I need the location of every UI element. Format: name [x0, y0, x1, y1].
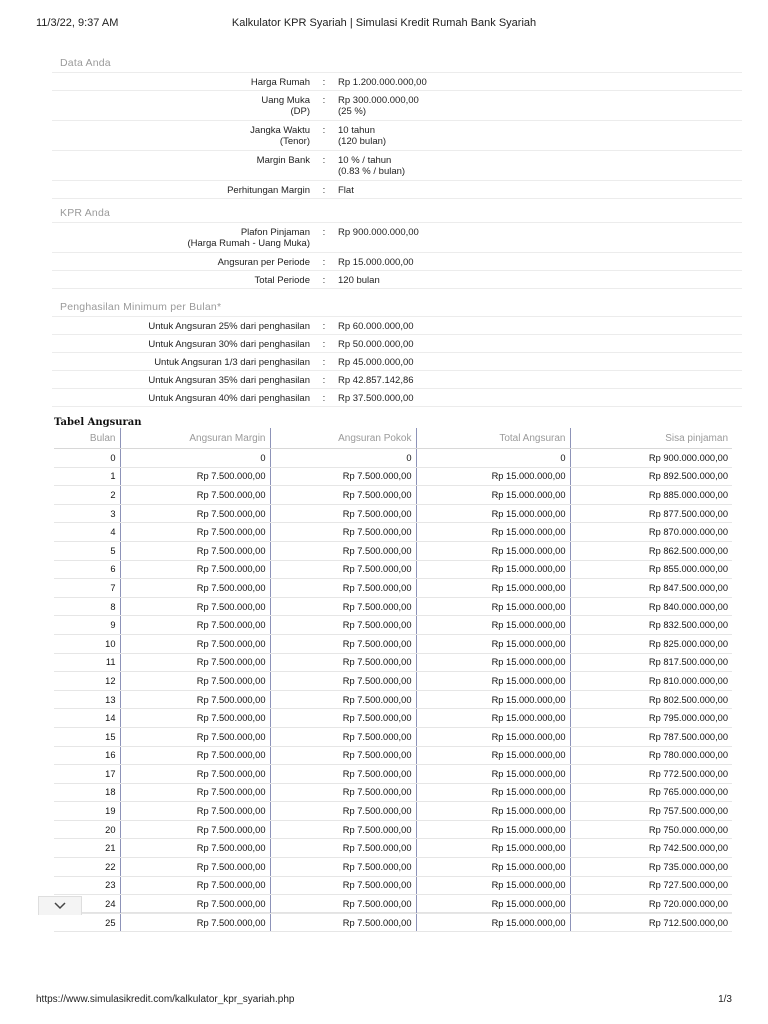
table-cell: Rp 742.500.000,00	[570, 839, 732, 858]
table-cell: Rp 7.500.000,00	[270, 709, 416, 728]
table-row	[54, 560, 732, 579]
kpr-anda-section	[52, 204, 742, 289]
table-cell: 0	[54, 449, 120, 468]
info-colon: :	[322, 275, 326, 286]
info-row	[52, 181, 742, 199]
table-cell: Rp 780.000.000,00	[570, 746, 732, 765]
info-colon: :	[322, 321, 326, 332]
info-row	[52, 73, 742, 91]
table-cell: Rp 15.000.000,00	[416, 709, 570, 728]
table-cell: Rp 7.500.000,00	[270, 467, 416, 486]
info-label	[52, 121, 310, 150]
tabel-angsuran	[54, 428, 732, 932]
kpr-anda-title: KPR Anda	[52, 204, 742, 223]
table-cell: Rp 15.000.000,00	[416, 858, 570, 877]
table-cell: 20	[54, 820, 120, 839]
table-cell: Rp 7.500.000,00	[120, 727, 270, 746]
table-cell: Rp 735.000.000,00	[570, 858, 732, 877]
info-value-text: Rp 37.500.000,00	[338, 393, 414, 404]
table-cell: Rp 15.000.000,00	[416, 765, 570, 784]
info-label	[52, 271, 310, 288]
print-datetime: 11/3/22, 9:37 AM	[36, 17, 119, 29]
table-cell: Rp 7.500.000,00	[120, 541, 270, 560]
chevron-down-icon	[54, 902, 66, 910]
table-cell: Rp 15.000.000,00	[416, 467, 570, 486]
table-cell: Rp 15.000.000,00	[416, 913, 570, 932]
table-row	[54, 523, 732, 542]
info-colon: :	[322, 95, 326, 106]
info-value-text: Rp 15.000.000,00	[338, 257, 414, 268]
table-cell: Rp 15.000.000,00	[416, 486, 570, 505]
table-cell: Rp 15.000.000,00	[416, 672, 570, 691]
table-row	[54, 672, 732, 691]
info-label-text: Total Periode	[254, 275, 310, 286]
table-cell: 15	[54, 727, 120, 746]
table-cell: Rp 7.500.000,00	[120, 672, 270, 691]
table-cell: Rp 847.500.000,00	[570, 579, 732, 598]
table-cell: Rp 15.000.000,00	[416, 541, 570, 560]
info-label	[52, 223, 310, 252]
table-cell: Rp 7.500.000,00	[270, 523, 416, 542]
table-cell: Rp 15.000.000,00	[416, 690, 570, 709]
table-cell: 10	[54, 634, 120, 653]
table-cell: 3	[54, 504, 120, 523]
table-cell: Rp 900.000.000,00	[570, 449, 732, 468]
table-cell: Rp 817.500.000,00	[570, 653, 732, 672]
table-cell: Rp 772.500.000,00	[570, 765, 732, 784]
table-cell: Rp 7.500.000,00	[120, 560, 270, 579]
table-cell: 0	[120, 449, 270, 468]
info-value-text: Rp 1.200.000.000,00	[338, 77, 427, 88]
table-cell: Rp 15.000.000,00	[416, 579, 570, 598]
table-cell: Rp 7.500.000,00	[120, 690, 270, 709]
info-label-text: Untuk Angsuran 35% dari penghasilan	[148, 375, 310, 386]
table-cell: Rp 7.500.000,00	[270, 690, 416, 709]
table-cell: Rp 7.500.000,00	[270, 802, 416, 821]
table-cell: Rp 885.000.000,00	[570, 486, 732, 505]
table-row	[54, 876, 732, 895]
table-cell: 2	[54, 486, 120, 505]
info-row	[52, 389, 742, 407]
column-header: Angsuran Pokok	[270, 428, 416, 449]
table-cell: Rp 7.500.000,00	[120, 579, 270, 598]
table-cell: Rp 15.000.000,00	[416, 616, 570, 635]
table-cell: 6	[54, 560, 120, 579]
info-label	[52, 253, 310, 270]
info-label-text: Untuk Angsuran 1/3 dari penghasilan	[154, 357, 310, 368]
tabel-angsuran-scroll[interactable]	[54, 428, 732, 928]
table-cell: 12	[54, 672, 120, 691]
table-row	[54, 579, 732, 598]
data-anda-title: Data Anda	[52, 54, 742, 73]
data-anda-section	[52, 54, 742, 199]
info-value-text: 10 % / tahun	[338, 155, 392, 166]
info-colon: :	[322, 339, 326, 350]
table-cell: Rp 7.500.000,00	[120, 504, 270, 523]
info-value-text: Flat	[338, 185, 354, 196]
info-value	[338, 253, 742, 270]
table-cell: Rp 7.500.000,00	[120, 653, 270, 672]
info-colon: :	[322, 185, 326, 196]
table-cell: Rp 787.500.000,00	[570, 727, 732, 746]
info-value-sub: (0.83 % / bulan)	[338, 166, 406, 177]
table-row	[54, 913, 732, 932]
table-cell: Rp 7.500.000,00	[120, 895, 270, 914]
table-row	[54, 634, 732, 653]
table-cell: Rp 7.500.000,00	[270, 746, 416, 765]
table-cell: Rp 15.000.000,00	[416, 560, 570, 579]
table-cell: 0	[270, 449, 416, 468]
info-value	[338, 389, 742, 406]
table-cell: Rp 757.500.000,00	[570, 802, 732, 821]
info-label-text: Untuk Angsuran 25% dari penghasilan	[148, 321, 310, 332]
table-cell: Rp 7.500.000,00	[270, 560, 416, 579]
table-cell: 11	[54, 653, 120, 672]
table-cell: Rp 720.000.000,00	[570, 895, 732, 914]
table-cell: Rp 727.500.000,00	[570, 876, 732, 895]
table-cell: Rp 7.500.000,00	[270, 858, 416, 877]
info-colon: :	[322, 257, 326, 268]
table-cell: 9	[54, 616, 120, 635]
table-cell: Rp 15.000.000,00	[416, 839, 570, 858]
table-row	[54, 858, 732, 877]
table-cell: 22	[54, 858, 120, 877]
info-label	[52, 335, 310, 352]
table-cell: Rp 7.500.000,00	[270, 541, 416, 560]
info-value	[338, 371, 742, 388]
print-page-title: Kalkulator KPR Syariah | Simulasi Kredit Rumah Bank Syariah	[231, 17, 537, 29]
info-row	[52, 151, 742, 181]
info-value	[338, 353, 742, 370]
table-cell: Rp 795.000.000,00	[570, 709, 732, 728]
print-url: https://www.simulasikredit.com/kalkulator_kpr_syariah.php	[36, 994, 295, 1005]
info-row	[52, 121, 742, 151]
table-cell: Rp 15.000.000,00	[416, 746, 570, 765]
table-row	[54, 653, 732, 672]
table-cell: Rp 832.500.000,00	[570, 616, 732, 635]
info-value	[338, 223, 742, 252]
table-cell: Rp 892.500.000,00	[570, 467, 732, 486]
table-cell: Rp 15.000.000,00	[416, 504, 570, 523]
table-cell: Rp 7.500.000,00	[270, 504, 416, 523]
table-row	[54, 449, 732, 468]
table-row	[54, 616, 732, 635]
info-row	[52, 353, 742, 371]
table-cell: Rp 7.500.000,00	[270, 486, 416, 505]
info-value	[338, 73, 742, 90]
table-cell: Rp 15.000.000,00	[416, 783, 570, 802]
table-row	[54, 839, 732, 858]
table-cell: Rp 7.500.000,00	[120, 783, 270, 802]
info-label	[52, 317, 310, 334]
table-cell: Rp 15.000.000,00	[416, 820, 570, 839]
info-colon: :	[322, 155, 326, 166]
table-cell: Rp 877.500.000,00	[570, 504, 732, 523]
info-label-text: Uang Muka	[261, 95, 310, 106]
penghasilan-section	[52, 298, 742, 407]
table-row	[54, 746, 732, 765]
table-row	[54, 690, 732, 709]
table-cell: Rp 7.500.000,00	[120, 876, 270, 895]
table-cell: 18	[54, 783, 120, 802]
table-cell: Rp 7.500.000,00	[270, 634, 416, 653]
info-label-sub: (Tenor)	[279, 136, 310, 147]
info-value-sub: (120 bulan)	[338, 136, 387, 147]
table-cell: Rp 7.500.000,00	[120, 858, 270, 877]
table-cell: 25	[54, 913, 120, 932]
table-cell: Rp 7.500.000,00	[120, 634, 270, 653]
table-cell: Rp 7.500.000,00	[270, 597, 416, 616]
table-cell: 13	[54, 690, 120, 709]
scroll-toggle-button[interactable]	[38, 896, 82, 915]
info-value-text: 10 tahun	[338, 125, 375, 136]
info-label-sub: (Harga Rumah - Uang Muka)	[187, 238, 310, 249]
table-cell: Rp 712.500.000,00	[570, 913, 732, 932]
table-cell: Rp 7.500.000,00	[120, 486, 270, 505]
info-label-text: Plafon Pinjaman	[240, 227, 310, 238]
table-cell: Rp 7.500.000,00	[270, 820, 416, 839]
info-value-text: Rp 50.000.000,00	[338, 339, 414, 350]
info-value-text: Rp 300.000.000,00	[338, 95, 419, 106]
table-cell: Rp 825.000.000,00	[570, 634, 732, 653]
info-value	[338, 271, 742, 288]
info-value-text: Rp 900.000.000,00	[338, 227, 419, 238]
table-cell: Rp 7.500.000,00	[270, 876, 416, 895]
table-cell: 5	[54, 541, 120, 560]
table-cell: Rp 7.500.000,00	[120, 709, 270, 728]
table-cell: Rp 7.500.000,00	[270, 783, 416, 802]
table-cell: 23	[54, 876, 120, 895]
table-row	[54, 765, 732, 784]
table-cell: Rp 862.500.000,00	[570, 541, 732, 560]
info-label	[52, 91, 310, 120]
info-row	[52, 91, 742, 121]
table-row	[54, 486, 732, 505]
column-header: Sisa pinjaman	[570, 428, 732, 449]
info-label-text: Perhitungan Margin	[227, 185, 310, 196]
table-cell: 16	[54, 746, 120, 765]
table-cell: Rp 810.000.000,00	[570, 672, 732, 691]
table-cell: Rp 7.500.000,00	[270, 579, 416, 598]
info-colon: :	[322, 393, 326, 404]
info-value	[338, 181, 742, 198]
table-cell: Rp 7.500.000,00	[270, 653, 416, 672]
table-row	[54, 504, 732, 523]
info-label	[52, 389, 310, 406]
info-value	[338, 121, 742, 150]
table-cell: Rp 7.500.000,00	[120, 802, 270, 821]
info-label-text: Untuk Angsuran 30% dari penghasilan	[148, 339, 310, 350]
table-cell: Rp 7.500.000,00	[120, 616, 270, 635]
table-row	[54, 467, 732, 486]
info-label	[52, 151, 310, 180]
table-cell: Rp 7.500.000,00	[120, 746, 270, 765]
info-value	[338, 317, 742, 334]
table-cell: Rp 15.000.000,00	[416, 523, 570, 542]
table-row	[54, 727, 732, 746]
table-cell: Rp 7.500.000,00	[270, 765, 416, 784]
info-label	[52, 181, 310, 198]
table-cell: 8	[54, 597, 120, 616]
info-value	[338, 335, 742, 352]
table-row	[54, 802, 732, 821]
table-row	[54, 820, 732, 839]
info-colon: :	[322, 125, 326, 136]
table-row	[54, 783, 732, 802]
tabel-angsuran-title: Tabel Angsuran	[54, 417, 142, 428]
info-value-text: 120 bulan	[338, 275, 380, 286]
table-cell: Rp 7.500.000,00	[120, 839, 270, 858]
table-cell: Rp 870.000.000,00	[570, 523, 732, 542]
table-cell: Rp 7.500.000,00	[120, 523, 270, 542]
table-row	[54, 597, 732, 616]
table-cell: Rp 7.500.000,00	[270, 913, 416, 932]
table-cell: 14	[54, 709, 120, 728]
table-cell: Rp 765.000.000,00	[570, 783, 732, 802]
table-cell: Rp 7.500.000,00	[120, 820, 270, 839]
table-cell: 24	[54, 895, 120, 914]
table-cell: Rp 7.500.000,00	[120, 467, 270, 486]
info-row	[52, 335, 742, 353]
table-cell: Rp 7.500.000,00	[270, 727, 416, 746]
table-cell: 0	[416, 449, 570, 468]
table-cell: Rp 7.500.000,00	[120, 597, 270, 616]
info-value-text: Rp 60.000.000,00	[338, 321, 414, 332]
table-cell: Rp 15.000.000,00	[416, 634, 570, 653]
info-colon: :	[322, 77, 326, 88]
info-value-sub: (25 %)	[338, 106, 366, 117]
table-cell: Rp 7.500.000,00	[270, 895, 416, 914]
table-row	[54, 541, 732, 560]
info-value-text: Rp 42.857.142,86	[338, 375, 414, 386]
table-cell: Rp 802.500.000,00	[570, 690, 732, 709]
table-cell: 19	[54, 802, 120, 821]
info-row	[52, 223, 742, 253]
table-cell: Rp 7.500.000,00	[120, 765, 270, 784]
info-row	[52, 271, 742, 289]
info-value-text: Rp 45.000.000,00	[338, 357, 414, 368]
info-label-text: Angsuran per Periode	[217, 257, 310, 268]
info-label	[52, 353, 310, 370]
info-row	[52, 317, 742, 335]
info-label	[52, 73, 310, 90]
print-page-number: 1/3	[718, 994, 732, 1005]
table-cell: 7	[54, 579, 120, 598]
table-cell: Rp 15.000.000,00	[416, 653, 570, 672]
table-cell: Rp 855.000.000,00	[570, 560, 732, 579]
info-value	[338, 151, 742, 180]
table-cell: Rp 840.000.000,00	[570, 597, 732, 616]
info-row	[52, 253, 742, 271]
table-cell: Rp 15.000.000,00	[416, 895, 570, 914]
info-label-sub: (DP)	[290, 106, 310, 117]
info-label	[52, 371, 310, 388]
column-header: Bulan	[54, 428, 120, 449]
info-row	[52, 371, 742, 389]
table-cell: Rp 15.000.000,00	[416, 802, 570, 821]
table-cell: 17	[54, 765, 120, 784]
table-cell: Rp 7.500.000,00	[270, 616, 416, 635]
table-cell: Rp 7.500.000,00	[270, 672, 416, 691]
table-cell: Rp 7.500.000,00	[270, 839, 416, 858]
info-label-text: Jangka Waktu	[250, 125, 310, 136]
info-colon: :	[322, 227, 326, 238]
info-colon: :	[322, 357, 326, 368]
column-header: Total Angsuran	[416, 428, 570, 449]
table-cell: Rp 15.000.000,00	[416, 876, 570, 895]
table-row	[54, 895, 732, 914]
table-cell: 1	[54, 467, 120, 486]
column-header: Angsuran Margin	[120, 428, 270, 449]
info-label-text: Untuk Angsuran 40% dari penghasilan	[148, 393, 310, 404]
table-cell: Rp 15.000.000,00	[416, 727, 570, 746]
penghasilan-title: Penghasilan Minimum per Bulan*	[52, 298, 742, 317]
info-value	[338, 91, 742, 120]
info-colon: :	[322, 375, 326, 386]
table-cell: Rp 7.500.000,00	[120, 913, 270, 932]
table-cell: 21	[54, 839, 120, 858]
table-cell: Rp 750.000.000,00	[570, 820, 732, 839]
info-label-text: Harga Rumah	[250, 77, 310, 88]
info-label-text: Margin Bank	[256, 155, 310, 166]
table-cell: Rp 15.000.000,00	[416, 597, 570, 616]
table-row	[54, 709, 732, 728]
table-cell: 4	[54, 523, 120, 542]
